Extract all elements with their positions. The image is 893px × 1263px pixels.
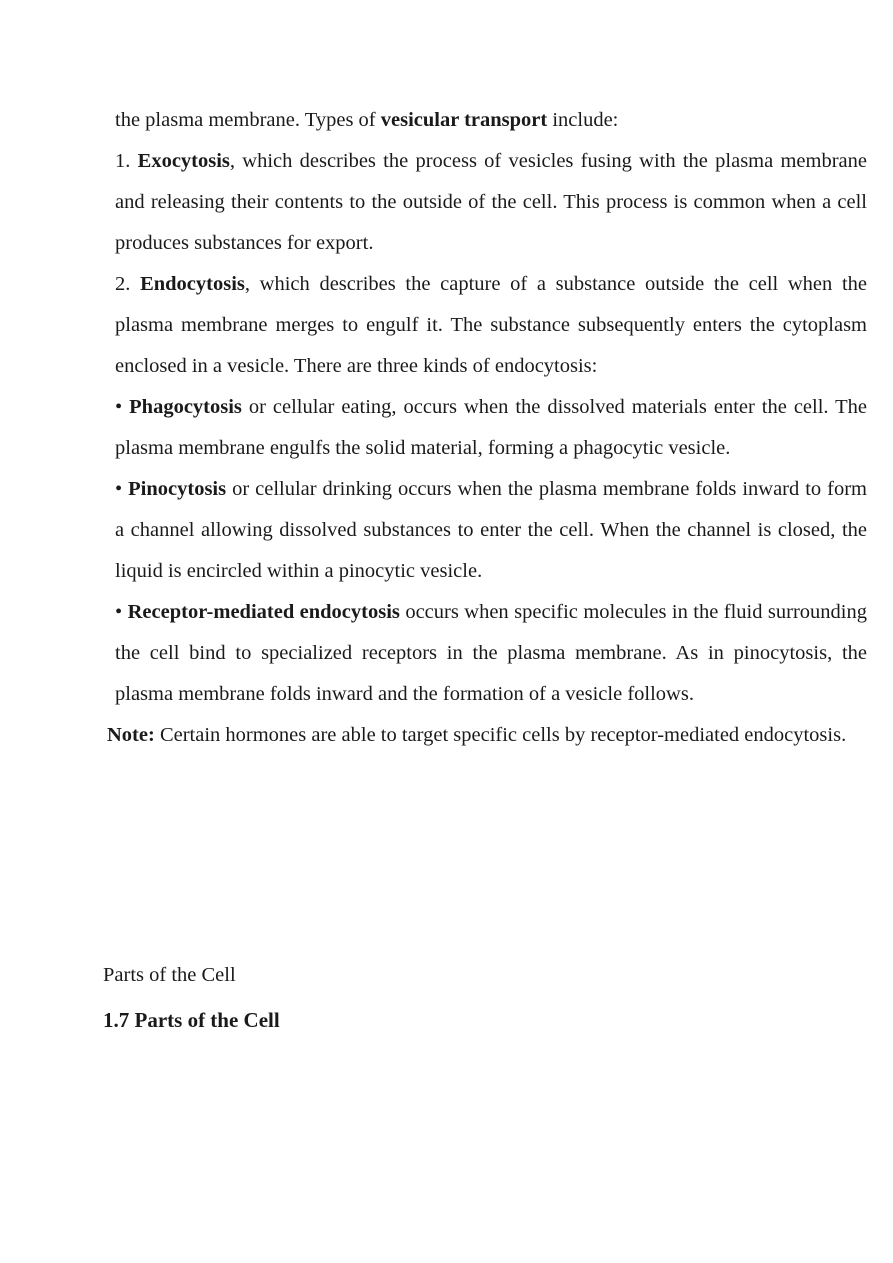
intro-paragraph xyxy=(115,100,867,141)
endocytosis-paragraph xyxy=(115,264,867,387)
pinocytosis-term: Pinocytosis xyxy=(128,478,227,500)
bullet-marker: • xyxy=(115,396,130,418)
document-body xyxy=(107,100,868,756)
note-paragraph xyxy=(107,715,867,756)
phagocytosis-bullet xyxy=(115,387,867,469)
note-label: Note: xyxy=(107,724,155,746)
receptor-mediated-bullet xyxy=(115,592,867,715)
exocytosis-term: Exocytosis xyxy=(137,150,230,172)
exocytosis-paragraph xyxy=(115,141,867,264)
pinocytosis-text: or cellular drinking occurs when the plasma membrane folds inward to form a channel allowing dissolved substances to enter the cell. When the channel is closed, the liquid is encircled within a pinocytic vesicle. xyxy=(115,478,867,582)
pinocytosis-bullet xyxy=(115,469,867,592)
note-text: Certain hormones are able to target specific cells by receptor-mediated endocytosis. xyxy=(154,724,847,746)
item-number: 1. xyxy=(115,150,138,172)
bullet-marker: • xyxy=(115,601,128,623)
intro-text: the plasma membrane. Types of xyxy=(115,109,381,131)
exocytosis-text: , which describes the process of vesicles fusing with the plasma membrane and releasing their contents to the outside of the cell. This process is common when a cell produces substances for export. xyxy=(115,150,867,254)
item-number: 2. xyxy=(115,273,141,295)
bullet-marker: • xyxy=(115,478,129,500)
phagocytosis-term: Phagocytosis xyxy=(129,396,242,418)
phagocytosis-text: or cellular eating, occurs when the dissolved materials enter the cell. The plasma membrane engulfs the solid material, forming a phagocytic vesicle. xyxy=(115,396,867,459)
intro-bold-term: vesicular transport xyxy=(380,109,548,131)
intro-text-end: include: xyxy=(547,109,619,131)
endocytosis-text: , which describes the capture of a substance outside the cell when the plasma membrane merges to engulf it. The substance subsequently enters the cytoplasm enclosed in a vesicle. There are three kinds of endocytosis: xyxy=(115,273,868,377)
endocytosis-term: Endocytosis xyxy=(140,273,245,295)
parts-of-cell-label: Parts of the Cell xyxy=(103,964,236,986)
receptor-mediated-term: Receptor-mediated endocytosis xyxy=(127,601,400,623)
section-heading: 1.7 Parts of the Cell xyxy=(103,1008,280,1032)
receptor-mediated-text: occurs when specific molecules in the fluid surrounding the cell bind to specialized receptors in the plasma membrane. As in pinocytosis, the plasma membrane folds inward and the formation of a vesicle follows. xyxy=(115,601,867,705)
